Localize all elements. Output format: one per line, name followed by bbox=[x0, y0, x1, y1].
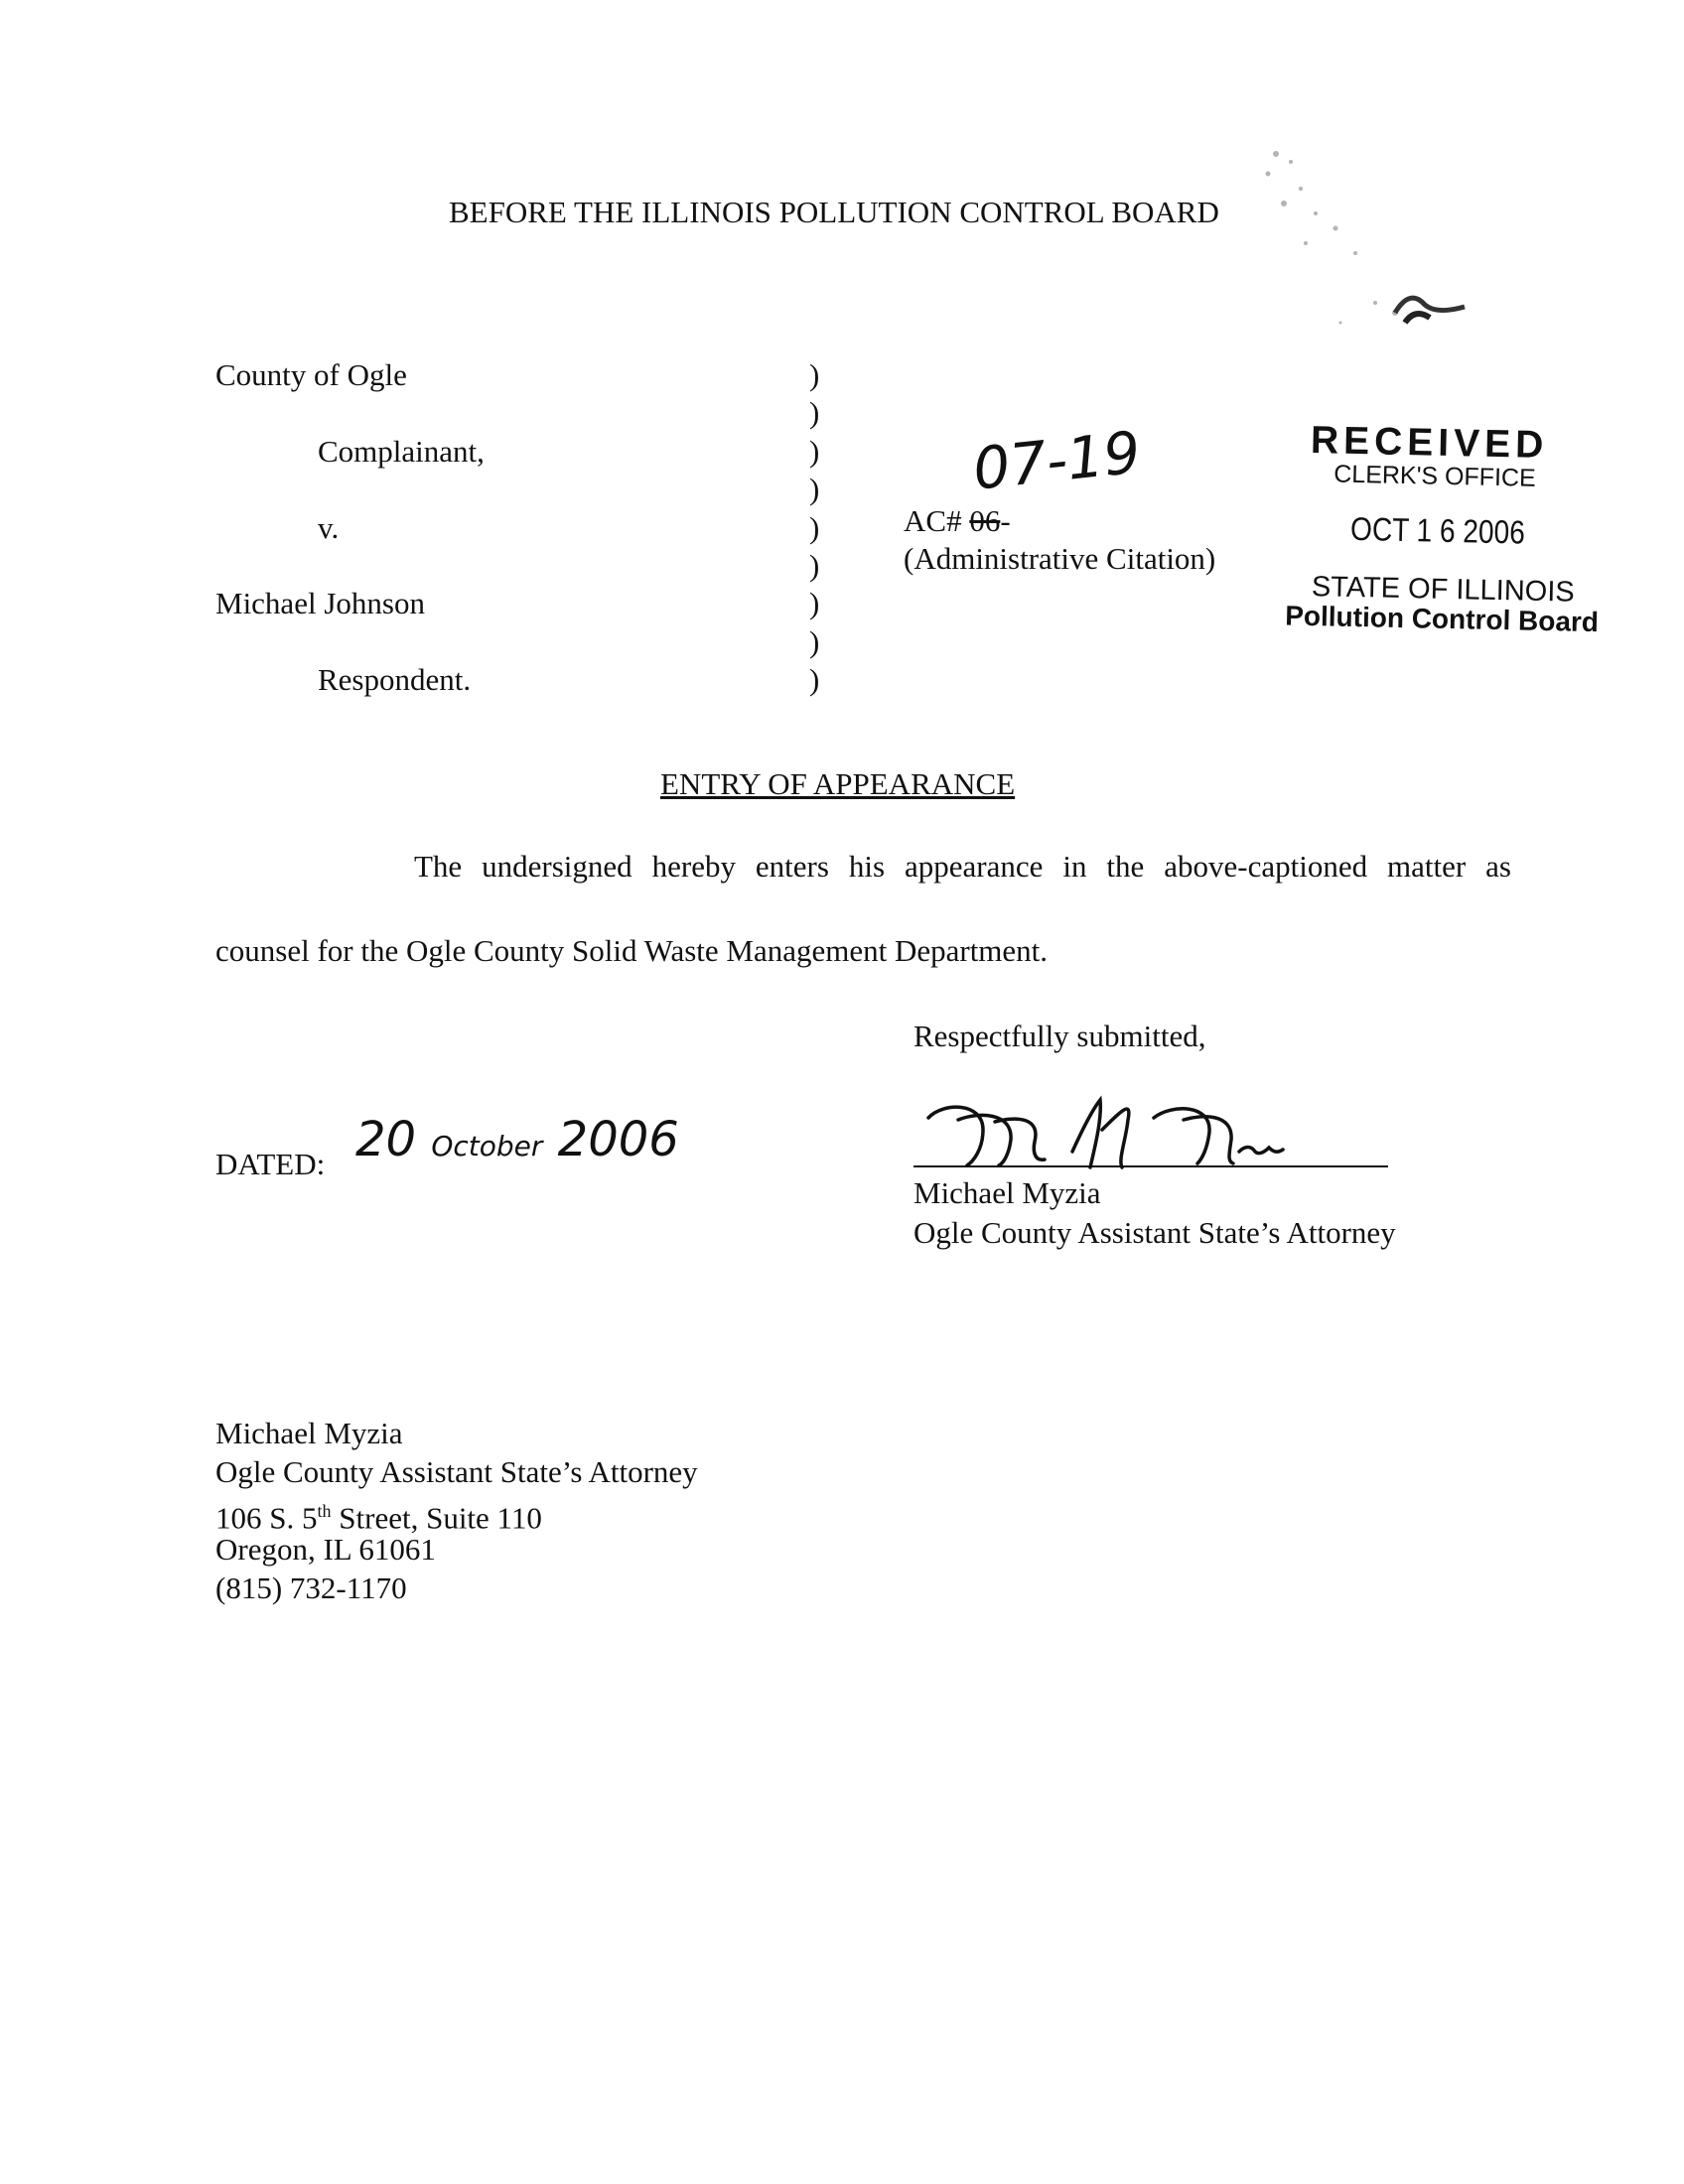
stamp-board: Pollution Control Board bbox=[1284, 600, 1600, 638]
address-title: Ogle County Assistant State’s Attorney bbox=[215, 1454, 698, 1489]
caption-paren: ) bbox=[809, 548, 820, 583]
case-number bbox=[904, 503, 1011, 539]
complainant-name: County of Ogle bbox=[215, 357, 407, 392]
document-heading: ENTRY OF APPEARANCE bbox=[660, 766, 1016, 801]
complainant-label: Complainant, bbox=[318, 434, 485, 469]
address-street-rest: Street, Suite 110 bbox=[331, 1500, 542, 1536]
caption-paren: ) bbox=[809, 472, 820, 506]
signer-title: Ogle County Assistant State’s Attorney bbox=[913, 1215, 1396, 1250]
received-stamp bbox=[1279, 418, 1621, 653]
versus-label: v. bbox=[318, 510, 340, 545]
case-number-handwritten: 07-19 bbox=[969, 418, 1144, 503]
case-suffix: - bbox=[1000, 503, 1011, 538]
closing-text: Respectfully submitted, bbox=[913, 1019, 1206, 1053]
dated-handwritten bbox=[355, 1112, 679, 1167]
address-city: Oregon, IL 61061 bbox=[215, 1532, 436, 1567]
caption-paren: ) bbox=[809, 510, 820, 545]
stamp-date: OCT 1 6 2006 bbox=[1349, 509, 1526, 551]
address-street-suffix: th bbox=[317, 1501, 332, 1521]
caption-paren: ) bbox=[809, 434, 820, 469]
dated-month: October bbox=[431, 1130, 543, 1162]
dated-year: 2006 bbox=[557, 1112, 679, 1167]
dated-day: 20 bbox=[355, 1112, 417, 1167]
caption-paren: ) bbox=[809, 395, 820, 430]
body-line-1: The undersigned hereby enters his appearance in the above-captioned matter as bbox=[414, 849, 1511, 884]
signer-name: Michael Myzia bbox=[913, 1175, 1101, 1210]
address-street-number: 106 S. 5 bbox=[215, 1500, 318, 1536]
caption-paren: ) bbox=[809, 586, 820, 620]
address-name: Michael Myzia bbox=[215, 1416, 403, 1450]
dated-label: DATED: bbox=[215, 1147, 326, 1181]
scan-smudge bbox=[1246, 134, 1504, 352]
board-title: BEFORE THE ILLINOIS POLLUTION CONTROL BOARD bbox=[449, 195, 1219, 229]
stamp-clerk-office: CLERK'S OFFICE bbox=[1333, 460, 1536, 492]
address-phone: (815) 732-1170 bbox=[215, 1570, 407, 1605]
signature-line bbox=[913, 1165, 1388, 1167]
body-line-2: counsel for the Ogle County Solid Waste Management Department. bbox=[215, 933, 1049, 968]
respondent-label: Respondent. bbox=[318, 662, 472, 697]
address-street bbox=[215, 1493, 542, 1536]
stamp-received: RECEIVED bbox=[1310, 419, 1549, 468]
respondent-name: Michael Johnson bbox=[215, 586, 425, 620]
caption-paren: ) bbox=[809, 662, 820, 697]
stamp-state: STATE OF ILLINOIS bbox=[1311, 571, 1575, 609]
caption-paren: ) bbox=[809, 624, 820, 659]
case-type: (Administrative Citation) bbox=[904, 541, 1216, 576]
case-prefix: AC# bbox=[904, 503, 970, 538]
case-struck-year: 06 bbox=[969, 503, 1001, 538]
caption-paren: ) bbox=[809, 357, 820, 392]
